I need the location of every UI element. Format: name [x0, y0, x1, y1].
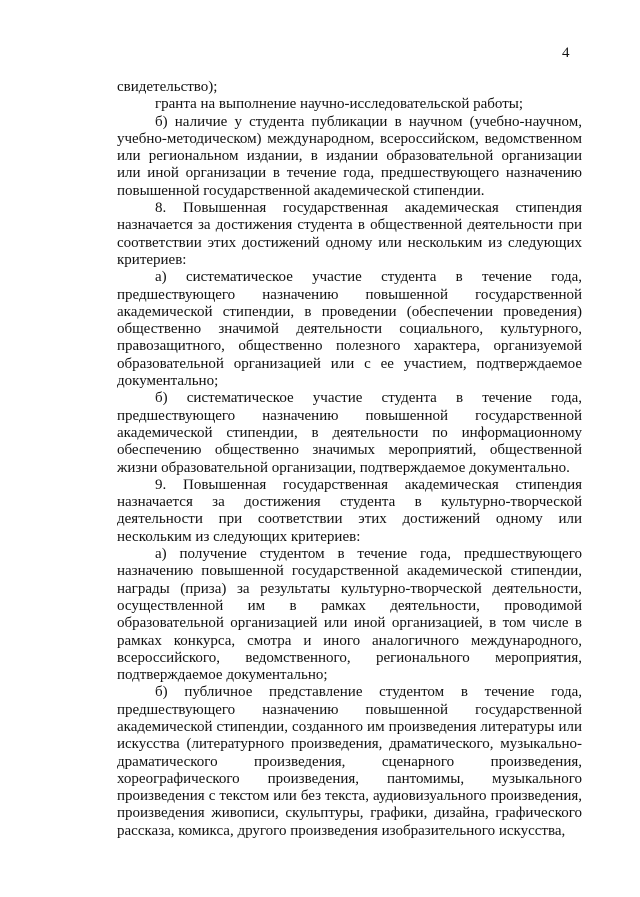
paragraph-grant: гранта на выполнение научно-исследовательской работы; — [155, 96, 523, 113]
paragraph-continuation: свидетельство); — [117, 79, 218, 95]
page-number: 4 — [562, 45, 570, 61]
paragraph-9a: а) получение студентом в течение года, предшествующего назначению повышенной государственной академической стипендии, награды (приза) за результаты культурно-творческой деятельности, осуществленной им в рамках деятельности, проводимой образовательной организацией или иной организацией, в том числе в рамках конкурса, смотра и иного аналогичного международного, всероссийского, ведомственного, регионального мероприятия, подтверждаемое документально; — [117, 546, 582, 684]
paragraph-9b: б) публичное представление студентом в течение года, предшествующего назначению повышенной государственной академической стипендии, созданного им произведения литературы или искусства (литературного произведения, драматического, музыкально-драматического произведения, сценарного произведения, хореографического произведения, пантомимы, музыкального произведения с текстом или без текста, аудиовизуального произведения, произведения живописи, скульптуры, графики, дизайна, графического рассказа, комикса, другого произведения изобразительного искусства, — [117, 684, 582, 839]
document-body — [117, 79, 582, 840]
paragraph-7b-publication: б) наличие у студента публикации в научном (учебно-научном, учебно-методическом) международном, всероссийском, ведомственном или региональном издании, в издании образовательной организации или иной организации в течение года, предшествующего назначению повышенной государственной академической стипендии. — [117, 113, 582, 199]
paragraph-9-cultural-activity: 9. Повышенная государственная академическая стипендия назначается за достижения студента в культурно-творческой деятельности при соответствии этих достижений одному или нескольким из следующих критериев: — [117, 476, 582, 545]
paragraph-8b: б) систематическое участие студента в течение года, предшествующего назначению повышенной государственной академической стипендии, в деятельности по информационному обеспечению общественно значимых мероприятий, общественной жизни образовательной организации, подтверждаемое документально. — [117, 390, 582, 476]
paragraph-8a: а) систематическое участие студента в течение года, предшествующего назначению повышенной государственной академической стипендии, в проведении (обеспечении проведения) общественно значимой деятельности социального, культурного, правозащитного, общественно полезного характера, организуемой образовательной организацией или с ее участием, подтверждаемое документально; — [117, 269, 582, 390]
paragraph-8-public-activity: 8. Повышенная государственная академическая стипендия назначается за достижения студента в общественной деятельности при соответствии этих достижений одному или нескольким из следующих критериев: — [117, 200, 582, 268]
